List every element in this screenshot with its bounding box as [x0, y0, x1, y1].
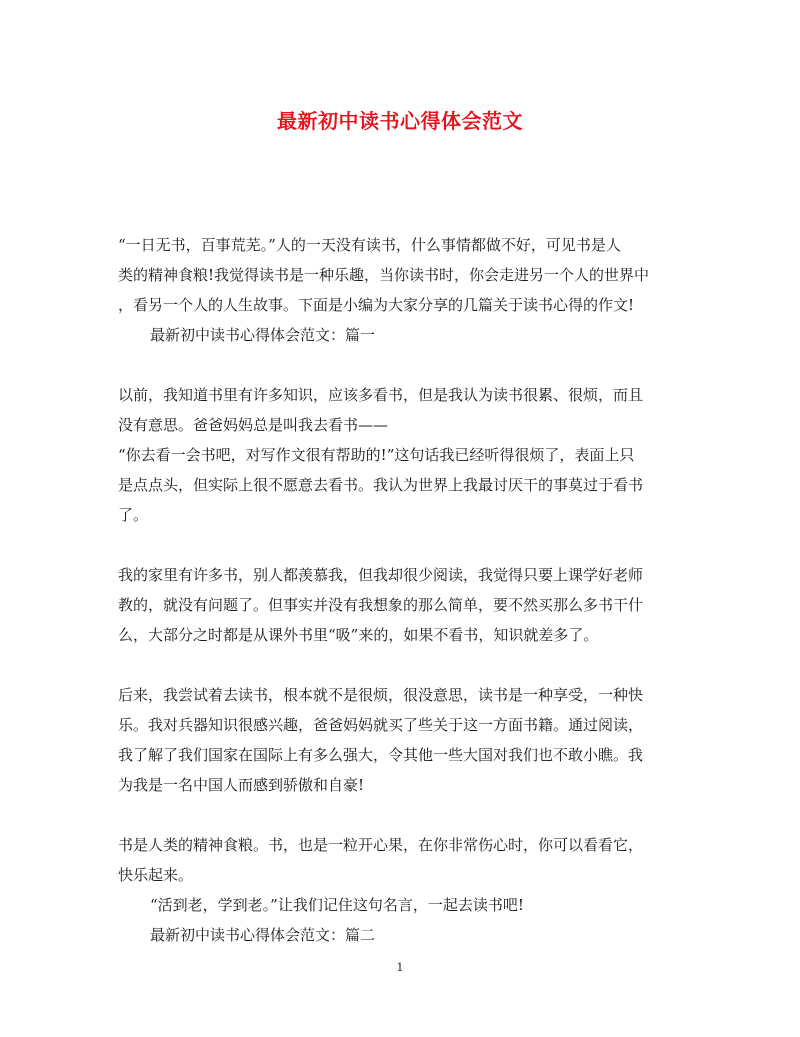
- document-title: 最新初中读书心得体会范文: [277, 109, 523, 133]
- paragraph-line: 是点点头，但实际上很不愿意去看书。我认为世界上我最讨厌干的事莫过于看书: [118, 476, 644, 494]
- paragraph-line: ，看另一个人的人生故事。下面是小编为大家分享的几篇关于读书心得的作文!: [118, 296, 635, 314]
- section-heading: 最新初中读书心得体会范文：篇二: [150, 926, 376, 944]
- paragraph-line: 没有意思。爸爸妈妈总是叫我去看书——: [118, 416, 389, 434]
- paragraph-gap: [118, 530, 684, 560]
- paragraph-line: 我的家里有许多书，别人都羡慕我，但我却很少阅读，我觉得只要上课学好老师: [118, 566, 644, 584]
- paragraph-line: 以前，我知道书里有许多知识，应该多看书，但是我认为读书很累、很烦，而且: [118, 386, 644, 404]
- page-number: 1: [396, 961, 404, 974]
- document-body: [118, 230, 684, 950]
- paragraph-line: 教的，就没有问题了。但事实并没有我想象的那么简单，要不然买那么多书干什: [118, 596, 644, 614]
- quote-line: “活到老，学到老。”让我们记住这句名言，一起去读书吧!: [150, 896, 524, 914]
- paragraph-line: 后来，我尝试着去读书，根本就不是很烦，很没意思，读书是一种享受，一种快: [118, 686, 644, 704]
- paragraph-line: 么，大部分之时都是从课外书里“吸”来的，如果不看书，知识就差多了。: [118, 626, 599, 644]
- paragraph-line: 快乐起来。: [118, 866, 194, 884]
- paragraph-line: 了。: [118, 506, 149, 524]
- paragraph-gap: [118, 350, 684, 380]
- paragraph-line: 我了解了我们国家在国际上有多么强大，令其他一些大国对我们也不敢小瞧。我: [118, 746, 644, 764]
- paragraph-line: 为我是一名中国人而感到骄傲和自豪!: [118, 776, 365, 794]
- paragraph-gap: [118, 800, 684, 830]
- paragraph-line: 乐。我对兵器知识很感兴趣，爸爸妈妈就买了些关于这一方面书籍。通过阅读，: [118, 716, 644, 734]
- paragraph-line: “你去看一会书吧，对写作文很有帮助的!”这句话我已经听得很烦了，表面上只: [118, 446, 635, 464]
- paragraph-line: 类的精神食粮!我觉得读书是一种乐趣，当你读书时，你会走进另一个人的世界中: [118, 266, 650, 284]
- paragraph-gap: [118, 650, 684, 680]
- paragraph-line: “一日无书，百事荒芜。”人的一天没有读书，什么事情都做不好，可见书是人: [118, 236, 621, 254]
- section-heading: 最新初中读书心得体会范文：篇一: [150, 326, 376, 344]
- paragraph-line: 书是人类的精神食粮。书，也是一粒开心果，在你非常伤心时，你可以看看它，: [118, 836, 644, 854]
